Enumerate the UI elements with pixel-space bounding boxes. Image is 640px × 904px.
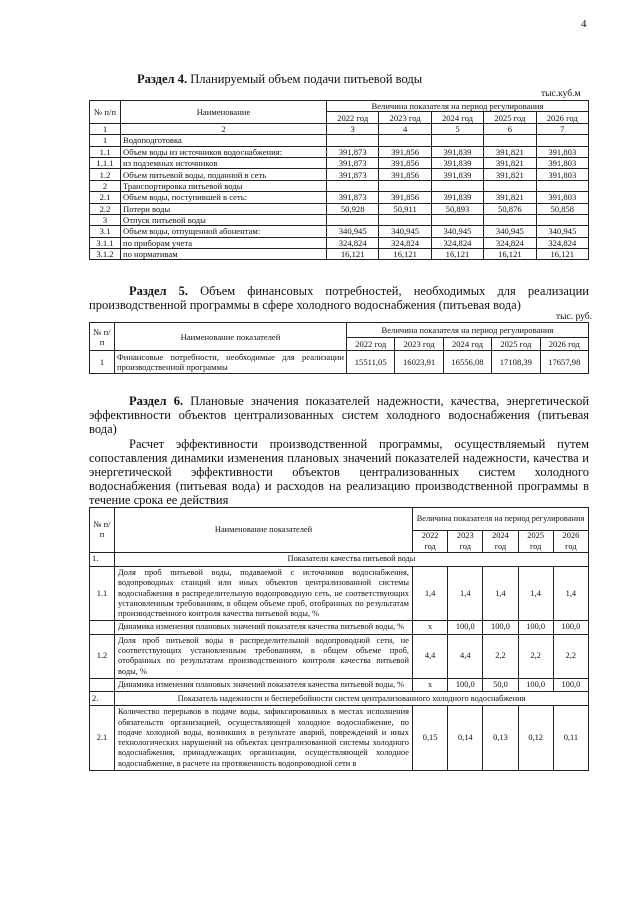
- header-name: Наименование: [121, 101, 327, 124]
- row-value: 1,4: [553, 567, 588, 621]
- row-value: 2,2: [483, 634, 518, 678]
- row-value: [431, 214, 483, 225]
- row-value: 340,945: [327, 226, 379, 237]
- row-value: 2,2: [518, 634, 553, 678]
- year-header: 2025 год: [492, 338, 540, 351]
- row-value: 16,121: [536, 249, 588, 260]
- group-number: 1.: [90, 553, 115, 567]
- row-value: [536, 135, 588, 146]
- table-row: [90, 146, 589, 157]
- row-value: 50,911: [379, 203, 431, 214]
- row-value: 16556,08: [443, 351, 491, 374]
- row-value: 391,803: [536, 146, 588, 157]
- section6-label: Раздел 6.: [129, 394, 184, 408]
- row-name: из подземных источников: [121, 157, 327, 168]
- table-row: [90, 192, 589, 203]
- row-value: 391,873: [327, 192, 379, 203]
- row-value: 100,0: [518, 621, 553, 634]
- column-number: 2: [121, 123, 327, 134]
- year-header: [483, 531, 518, 553]
- year-header: 2024 год: [431, 112, 483, 123]
- row-name: Доля проб питьевой воды, подаваемой с источников водоснабжения, водопроводных станций или иных объектов централизованной системы водоснабжения в распределительную водопроводную сеть, не соответствующих установленным требованиям, в общем объеме проб, отобранных по результатам производственного контроля качества питьевой воды, %: [115, 567, 413, 621]
- row-number: 1: [90, 351, 115, 374]
- row-value: 391,839: [431, 146, 483, 157]
- row-name: Доля проб питьевой воды в распределительной водопроводной сети, не соответствующих установленным требованиям, в общем объеме проб, отобранных по результатам производственного контроля качества питьевой воды, %: [115, 634, 413, 678]
- year-header: 2026 год: [536, 112, 588, 123]
- year-header: [448, 531, 483, 553]
- row-value: 391,856: [379, 169, 431, 180]
- row-value: 100,0: [518, 678, 553, 691]
- row-value: 16,121: [379, 249, 431, 260]
- row-value: 50,893: [431, 203, 483, 214]
- table-row: [90, 214, 589, 225]
- row-number: 3.1: [90, 226, 121, 237]
- table-row: [90, 226, 589, 237]
- row-number: 3.1.2: [90, 249, 121, 260]
- row-value: 391,839: [431, 192, 483, 203]
- row-value: [379, 135, 431, 146]
- section5-unit: тыс. руб.: [556, 312, 592, 322]
- row-value: 16,121: [431, 249, 483, 260]
- table-row: [90, 249, 589, 260]
- year-value: 2023: [456, 531, 474, 541]
- row-value: 340,945: [536, 226, 588, 237]
- row-value: 391,839: [431, 169, 483, 180]
- row-name: Объем воды, поступившей в сеть:: [121, 192, 327, 203]
- row-value: 324,824: [536, 237, 588, 248]
- row-value: 391,873: [327, 157, 379, 168]
- row-value: 17108,39: [492, 351, 540, 374]
- row-value: [484, 214, 536, 225]
- year-value: 2026: [562, 531, 580, 541]
- row-value: 0,11: [553, 706, 588, 771]
- year-value: 2025: [527, 531, 545, 541]
- group-title: Показатель надежности и бесперебойности систем централизованного холодного водоснабжения: [115, 692, 589, 706]
- row-value: [327, 135, 379, 146]
- row-value: 324,824: [379, 237, 431, 248]
- row-value: 50,928: [327, 203, 379, 214]
- row-value: 1,4: [518, 567, 553, 621]
- table-row: [90, 351, 589, 374]
- section5-table: [89, 322, 589, 374]
- row-value: [327, 180, 379, 191]
- row-value: 391,803: [536, 157, 588, 168]
- row-number: [90, 678, 115, 691]
- row-value: 15511,05: [347, 351, 395, 374]
- row-value: 100,0: [553, 678, 588, 691]
- table-row: [90, 157, 589, 168]
- section5-title-text: Объем финансовых потребностей, необходимых для реализации производственной программы в сфере холодного водоснабжения (питьевая вода): [89, 284, 589, 312]
- header-num: № п/п: [90, 508, 115, 553]
- row-value: 1,4: [483, 567, 518, 621]
- section4-table: [89, 100, 589, 260]
- section6-table: [89, 507, 589, 771]
- section4-title: [137, 72, 422, 87]
- row-name: Отпуск питьевой воды: [121, 214, 327, 225]
- row-value: 324,824: [431, 237, 483, 248]
- row-value: 324,824: [327, 237, 379, 248]
- row-value: 0,14: [448, 706, 483, 771]
- year-header: 2023 год: [395, 338, 443, 351]
- section4-label: Раздел 4.: [137, 72, 188, 86]
- year-value: 2022: [421, 531, 439, 541]
- row-value: 340,945: [431, 226, 483, 237]
- year-unit: год: [565, 541, 577, 551]
- table-row: [90, 180, 589, 191]
- row-name: Финансовые потребности, необходимые для реализации производственной программы: [115, 351, 347, 374]
- year-header: 2024 год: [443, 338, 491, 351]
- row-value: 100,0: [483, 621, 518, 634]
- year-header: [518, 531, 553, 553]
- year-unit: год: [494, 541, 507, 551]
- row-value: 16,121: [327, 249, 379, 260]
- column-number: 6: [484, 123, 536, 134]
- year-header: 2026 год: [540, 338, 588, 351]
- section4-title-text: Планируемый объем подачи питьевой воды: [190, 72, 423, 86]
- row-value: 1,4: [448, 567, 483, 621]
- row-value: 100,0: [448, 678, 483, 691]
- row-name: Потери воды: [121, 203, 327, 214]
- row-name: Количество перерывов в подаче воды, зафиксированных в местах исполнения обязательств организацией, осуществляющей холодное водоснабжение, по подаче холодной воды, возникших в результате аварий, повреждений и иных технологических нарушений на объектах централизованной системы холодного водоснабжения, принадлежащих организации, осуществляющей холодное водоснабжение, в расчете на протяженность водопроводной сети в: [115, 706, 413, 771]
- row-value: [431, 180, 483, 191]
- row-value: 16,121: [484, 249, 536, 260]
- year-header: [553, 531, 588, 553]
- row-value: 2,2: [553, 634, 588, 678]
- table-row: [90, 169, 589, 180]
- table-row: [90, 237, 589, 248]
- row-number: 3: [90, 214, 121, 225]
- section5-title: [89, 284, 589, 312]
- header-name: Наименование показателей: [115, 323, 347, 351]
- row-value: [431, 135, 483, 146]
- row-value: [379, 180, 431, 191]
- row-name: Объем воды из источников водоснабжения:: [121, 146, 327, 157]
- row-value: 16023,91: [395, 351, 443, 374]
- column-number: 7: [536, 123, 588, 134]
- header-period: Величина показателя на период регулирования: [327, 101, 589, 112]
- table-row: [90, 706, 589, 771]
- table-row: [90, 135, 589, 146]
- group-number: 2.: [90, 692, 115, 706]
- row-value: 100,0: [448, 621, 483, 634]
- header-period: Величина показателя на период регулирования: [413, 508, 589, 531]
- row-value: 340,945: [484, 226, 536, 237]
- row-value: [536, 180, 588, 191]
- year-unit: год: [529, 541, 542, 551]
- row-value: 391,873: [327, 146, 379, 157]
- year-header: 2022 год: [347, 338, 395, 351]
- row-number: 2.1: [90, 706, 115, 771]
- row-number: 1.1: [90, 146, 121, 157]
- table-row: [90, 567, 589, 621]
- group-row: [90, 553, 589, 567]
- header-period: Величина показателя на период регулирования: [347, 323, 589, 338]
- row-value: 340,945: [379, 226, 431, 237]
- row-value: 391,803: [536, 192, 588, 203]
- header-name: Наименование показателей: [115, 508, 413, 553]
- row-name: Объем воды, отпущенной абонентам:: [121, 226, 327, 237]
- row-value: 50,0: [483, 678, 518, 691]
- row-value: 391,821: [484, 157, 536, 168]
- column-number: 1: [90, 123, 121, 134]
- row-number: 3.1.1: [90, 237, 121, 248]
- row-number: 1.1.1: [90, 157, 121, 168]
- year-header: 2022 год: [327, 112, 379, 123]
- row-value: 0,15: [413, 706, 448, 771]
- row-value: 391,821: [484, 146, 536, 157]
- column-number: 4: [379, 123, 431, 134]
- row-value: 4,4: [413, 634, 448, 678]
- row-number: 1: [90, 135, 121, 146]
- row-value: 0,12: [518, 706, 553, 771]
- year-unit: год: [424, 541, 436, 551]
- header-num: № п/п: [90, 101, 121, 124]
- row-value: [379, 214, 431, 225]
- row-number: [90, 621, 115, 634]
- table-row: [90, 203, 589, 214]
- row-value: 391,803: [536, 169, 588, 180]
- row-name: Объем питьевой воды, поданной в сеть: [121, 169, 327, 180]
- section6-title-text: Плановые значения показателей надежности, качества, энергетической эффективности объектов централизованных систем холодного водоснабжения (питьевая вода): [89, 394, 590, 436]
- row-name: Динамика изменения плановых значений показателя качества питьевой воды, %: [115, 621, 413, 634]
- row-value: 391,839: [431, 157, 483, 168]
- row-name: Динамика изменения плановых значений показателя качества питьевой воды, %: [115, 678, 413, 691]
- row-value: x: [413, 678, 448, 691]
- section6-title: [89, 394, 589, 436]
- row-value: x: [413, 621, 448, 634]
- row-value: 50,858: [536, 203, 588, 214]
- row-value: 100,0: [553, 621, 588, 634]
- row-number: 2.2: [90, 203, 121, 214]
- row-value: 391,821: [484, 192, 536, 203]
- row-number: 1.2: [90, 634, 115, 678]
- section4-unit: тыс.куб.м: [541, 89, 581, 99]
- row-name: Водоподготовка: [121, 135, 327, 146]
- page-number: 4: [581, 18, 587, 30]
- year-unit: год: [459, 541, 471, 551]
- table-row: [90, 621, 589, 634]
- row-name: по нормативам: [121, 249, 327, 260]
- row-value: 1,4: [413, 567, 448, 621]
- row-number: 1.2: [90, 169, 121, 180]
- header-num: № п/п: [90, 323, 115, 351]
- row-value: 391,821: [484, 169, 536, 180]
- row-value: 0,13: [483, 706, 518, 771]
- row-name: по приборам учета: [121, 237, 327, 248]
- section6-paragraph: Расчет эффективности производственной программы, осуществляемый путем сопоставления динамики изменения плановых значений показателей надежности, качества и энергетической эффективности объектов централизованных систем холодного водоснабжения (питьевая вода) и расходов на реализацию производственной программы в течение срока ее действия: [89, 437, 589, 507]
- year-value: 2024: [492, 531, 509, 541]
- table-row: [90, 634, 589, 678]
- year-header: 2025 год: [484, 112, 536, 123]
- row-value: 50,876: [484, 203, 536, 214]
- row-number: 1.1: [90, 567, 115, 621]
- year-header: [413, 531, 448, 553]
- row-value: [484, 180, 536, 191]
- section5-label: Раздел 5.: [129, 284, 189, 298]
- row-value: [327, 214, 379, 225]
- row-number: 2.1: [90, 192, 121, 203]
- row-value: 391,856: [379, 146, 431, 157]
- row-value: [536, 214, 588, 225]
- table-row: [90, 678, 589, 691]
- group-row: [90, 692, 589, 706]
- row-value: 324,824: [484, 237, 536, 248]
- row-number: 2: [90, 180, 121, 191]
- column-number: 5: [431, 123, 483, 134]
- row-name: Транспортировка питьевой воды: [121, 180, 327, 191]
- group-title: Показатели качества питьевой воды: [115, 553, 589, 567]
- row-value: [484, 135, 536, 146]
- row-value: 391,873: [327, 169, 379, 180]
- year-header: 2023 год: [379, 112, 431, 123]
- row-value: 17657,98: [540, 351, 588, 374]
- column-number: 3: [327, 123, 379, 134]
- row-value: 391,856: [379, 192, 431, 203]
- row-value: 4,4: [448, 634, 483, 678]
- row-value: 391,856: [379, 157, 431, 168]
